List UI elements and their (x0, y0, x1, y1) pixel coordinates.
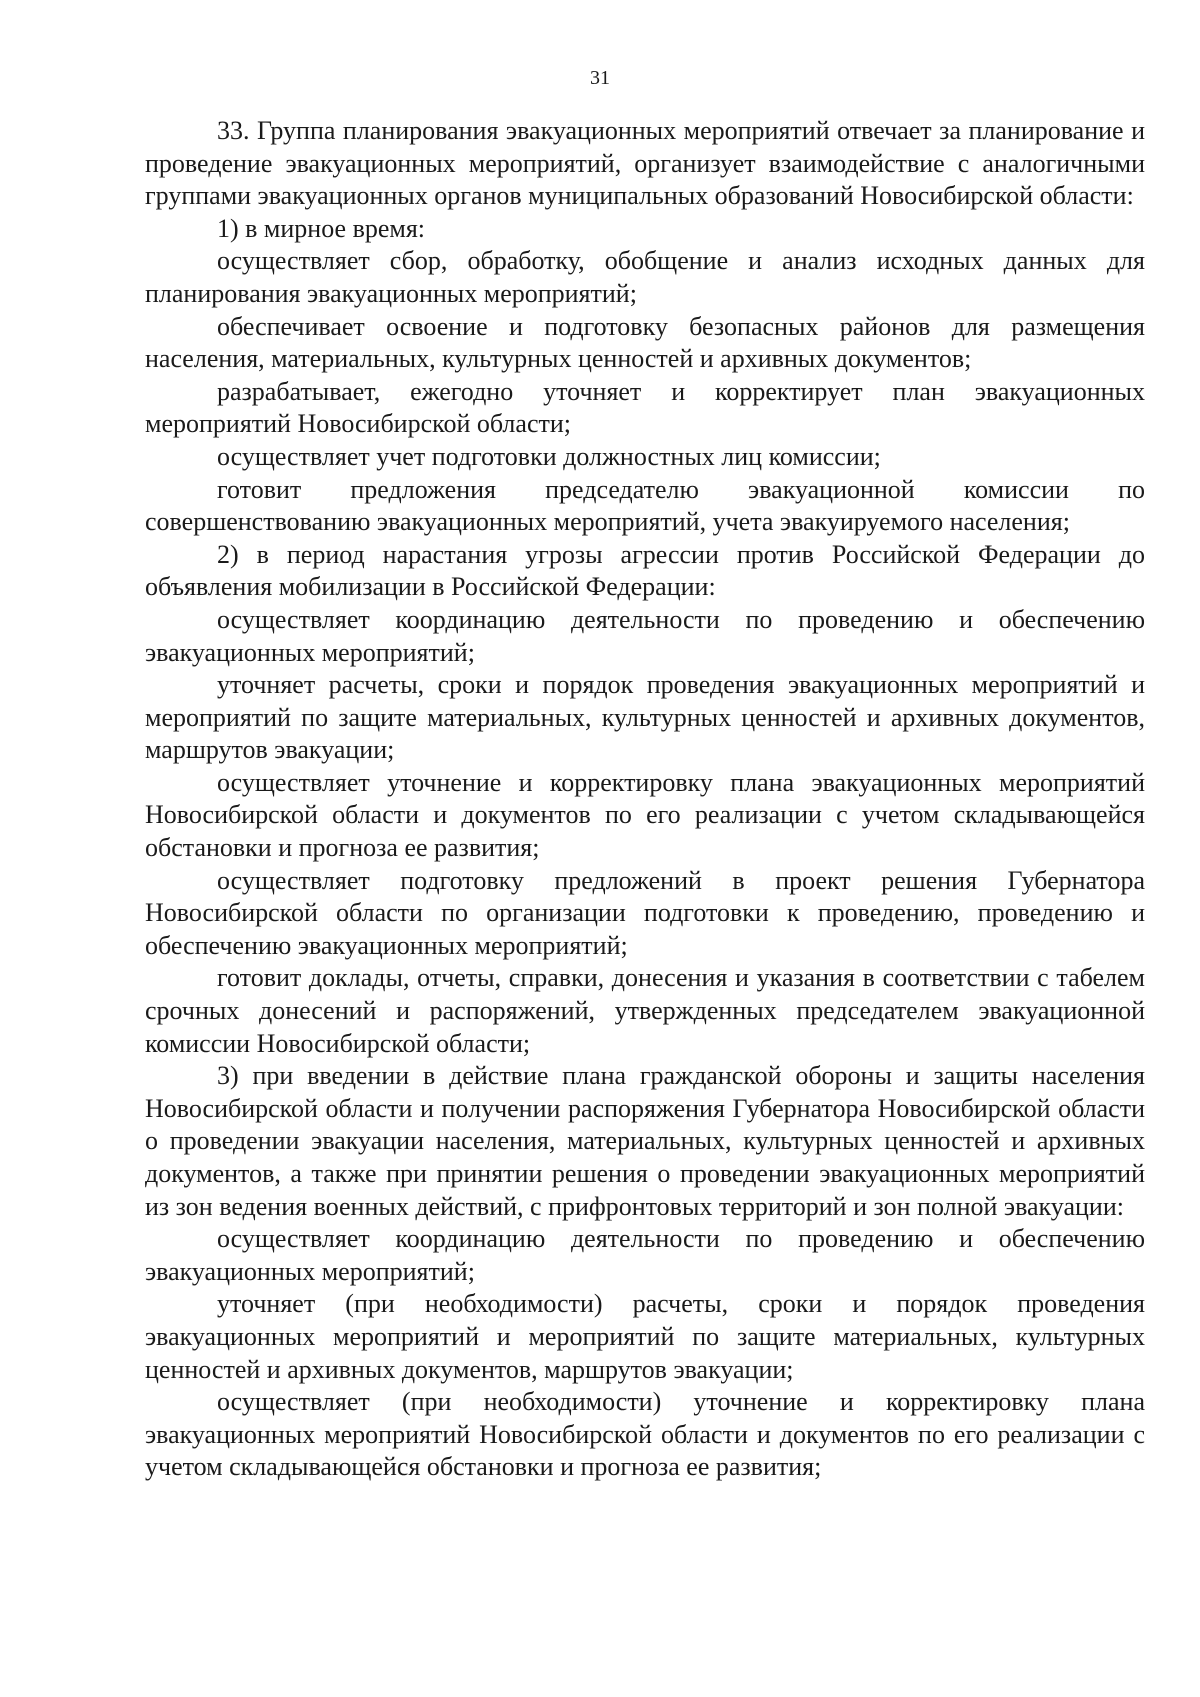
paragraph: осуществляет подготовку предложений в проект решения Губернатора Новосибирской области по организации подготовки к проведению, проведению и обеспечению эвакуационных мероприятий; (145, 865, 1145, 960)
paragraph: обеспечивает освоение и подготовку безопасных районов для размещения населения, материальных, культурных ценностей и архивных документов; (145, 311, 1145, 374)
paragraph-item-33: 33. Группа планирования эвакуационных мероприятий отвечает за планирование и проведение эвакуационных мероприятий, организует взаимодействие с аналогичными группами эвакуационных органов муниципальных образований Новосибирской области: (145, 116, 1145, 211)
paragraph-peacetime-heading: 1) в мирное время: (217, 213, 426, 243)
paragraph: разрабатывает, ежегодно уточняет и корректирует план эвакуационных мероприятий Новосибирской области; (145, 376, 1145, 439)
paragraph: готовит доклады, отчеты, справки, донесения и указания в соответствии с табелем срочных донесений и распоряжений, утвержденных председателем эвакуационной комиссии Новосибирской области; (145, 963, 1145, 1058)
document-body (145, 115, 1145, 1484)
paragraph-threat-period-heading: 2) в период нарастания угрозы агрессии против Российской Федерации до объявления мобилизации в Российской Федерации: (145, 539, 1145, 602)
paragraph: уточняет (при необходимости) расчеты, сроки и порядок проведения эвакуационных мероприятий и мероприятий по защите материальных, культурных ценностей и архивных документов, маршрутов эвакуации; (145, 1289, 1145, 1384)
paragraph: уточняет расчеты, сроки и порядок проведения эвакуационных мероприятий и мероприятий по защите материальных, культурных ценностей и архивных документов, маршрутов эвакуации; (145, 670, 1145, 765)
paragraph-civil-defense-heading: 3) при введении в действие плана гражданской обороны и защиты населения Новосибирской области и получении распоряжения Губернатора Новосибирской области о проведении эвакуации населения, материальных, культурных ценностей и архивных документов, а также при принятии решения о проведении эвакуационных мероприятий из зон ведения военных действий, с прифронтовых территорий и зон полной эвакуации: (145, 1061, 1145, 1221)
paragraph: осуществляет учет подготовки должностных лиц комиссии; (217, 441, 881, 471)
paragraph: готовит предложения председателю эвакуационной комиссии по совершенствованию эвакуационных мероприятий, учета эвакуируемого населения; (145, 474, 1145, 537)
paragraph: осуществляет координацию деятельности по проведению и обеспечению эвакуационных мероприятий; (145, 604, 1145, 667)
paragraph: осуществляет сбор, обработку, обобщение и анализ исходных данных для планирования эвакуационных мероприятий; (145, 246, 1145, 308)
paragraph: осуществляет координацию деятельности по проведению и обеспечению эвакуационных мероприятий; (145, 1224, 1145, 1286)
paragraph: осуществляет уточнение и корректировку плана эвакуационных мероприятий Новосибирской области и документов по его реализации с учетом складывающейся обстановки и прогноза ее развития; (145, 767, 1145, 863)
paragraph: осуществляет (при необходимости) уточнение и корректировку плана эвакуационных мероприятий Новосибирской области и документов по его реализации с учетом складывающейся обстановки и прогноза ее развития; (145, 1387, 1145, 1482)
page-number: 31 (590, 67, 610, 89)
